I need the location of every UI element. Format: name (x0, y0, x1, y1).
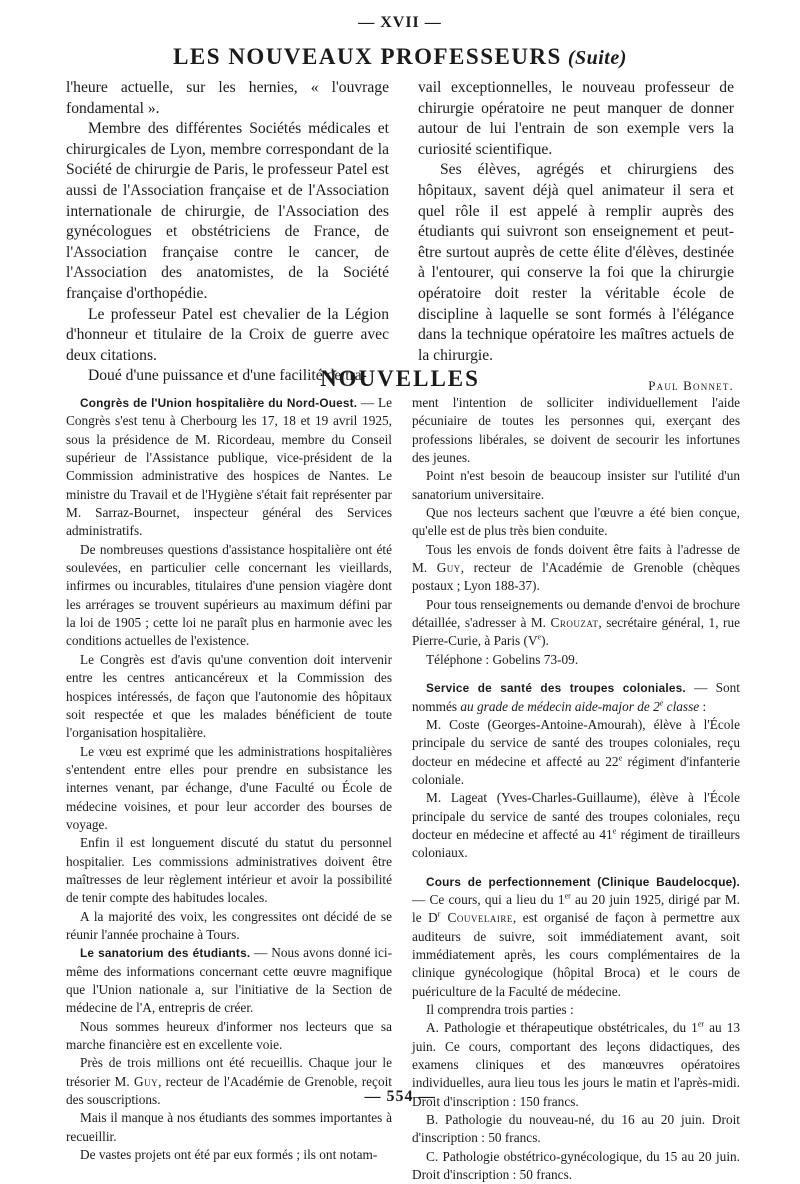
article-right-column (418, 78, 734, 397)
news-paragraph: Service de santé des troupes coloniales. — Sont nommés au grade de médecin aide-major de 2e classe : (412, 680, 740, 714)
news-paragraph: De vastes projets ont été par eux formés ; ils ont notam- (80, 1147, 378, 1163)
news-paragraph: A la majorité des voix, les congressites ont décidé de se réunir l'année prochaine à Tours. (66, 908, 392, 942)
article-paragraph: Doué d'une puissance et d'une facilité de tra- (88, 367, 367, 385)
title-suffix: (Suite) (567, 47, 627, 69)
article-paragraph: Le professeur Patel est chevalier de la Légion d'honneur et titulaire de la Croix de guerre avec deux citations. (66, 305, 389, 364)
news-paragraph: Point n'est besoin de beaucoup insister sur l'utilité d'un sanatorium universitaire. (412, 468, 740, 502)
page-number: — 554 — (364, 1088, 436, 1105)
page-title (0, 44, 800, 70)
article-paragraph: Membre des différentes Sociétés médicales et chirurgicales de Lyon, membre correspondant de la Société de chirurgie de Paris, le professeur Patel est aussi de l'Association française et de l'Association internationale de chirurgie, de l'Association des gynécologues et obstétriciens de France, de l'Association française contre le cancer, de l'Association des anatomistes, de la Société française d'orthopédie. (66, 120, 389, 302)
news-paragraph: Congrès de l'Union hospitalière du Nord-Ouest. — Le Congrès s'est tenu à Cherbourg les 17, 18 et 19 avril 1925, sous la présidence de M. Ricordeau, membre du Conseil supérieur de l'Assistance publique, vice-président de la Commission administrative des hospices de Nantes. Le ministre du Travail et de l'Hygiène s'était fait représenter par M. Sarraz-Bournet, inspecteur général des Services administratifs. (66, 395, 392, 539)
news-paragraph: B. Pathologie du nouveau-né, du 16 au 20 juin. Droit d'inscription : 50 francs. (412, 1112, 740, 1146)
news-heading-sanatorium: Le sanatorium des étudiants. (80, 946, 251, 961)
news-paragraph: De nombreuses questions d'assistance hospitalière ont été soulevées, en particulier celle concernant les vieillards, infirmes ou incurables, titulaires d'une pension viagère dont les arrérages se trouvent supérieurs au maximum défini par la loi de 1905 ; cette loi ne paraît plus en harmonie avec les conditions actuelles de l'existence. (66, 541, 392, 649)
news-paragraph: Tous les envois de fonds doivent être faits à l'adresse de M. Guy, recteur de l'Académie de Grenoble (chèques postaux ; Lyon 188-37). (412, 541, 740, 594)
news-paragraph: Téléphone : Gobelins 73-09. (426, 651, 579, 667)
news-paragraph: M. Lageat (Yves-Charles-Guillaume), élève à l'École principale du service de santé des troupes coloniales, reçu docteur en médecine et affecté au 41e régiment de tirailleurs coloniaux. (412, 790, 740, 861)
news-paragraph: Le sanatorium des étudiants. — Nous avons donné ici-même des informations concernant cette œuvre magnifique que l'Union nationale a, sur l'initiative de la Section de médecine de l'A, entrepris de créer. (66, 945, 393, 1016)
news-paragraph: Cours de perfectionnement (Clinique Baudelocque). — Ce cours, qui a lieu du 1er au 20 juin 1925, dirigé par M. le $D^r$ Couvelaire, est organisé de façon à permettre aux auditeurs de suivre, soit immédiatement avant, soit immédiatement après, les cours complémentaires de la clinique gynécologique (hôpital Broca) et le cours de puériculture de la Faculté de médecine. (412, 874, 740, 999)
article-paragraph: l'heure actuelle, sur les hernies, « l'ouvrage fondamental ». (66, 79, 389, 117)
news-paragraph: Enfin il est longuement discuté du statut du personnel hospitalier. Les commissions administratives doivent être maîtresses de leur règlement intérieur et avoir la possibilité de tenir compte des habitudes locales. (66, 835, 392, 906)
news-paragraph: Le Congrès est d'avis qu'une convention doit intervenir entre les centres anticancéreux et la Commission des hospices intéressés, de façon que l'autonomie des hôpitaux soit respectée et que les malades bénéficient de toute l'organisation hospitalière. (66, 651, 392, 741)
article-paragraph: Ses élèves, agrégés et chirurgiens des hôpitaux, savent déjà quel animateur il sera et quel rôle il est appelé à remplir auprès des étudiants qui suivront son enseignement et peut-être surtout auprès de cette élite d'élèves, destinée à l'entourer, qui conserve la foi que la chirurgie opératoire doit rester la véritable école de discipline à laquelle se sont formés à l'élégance dans la technique opératoire les maîtres actuels de la chirurgie. (418, 161, 734, 364)
news-heading-congres: Congrès de l'Union hospitalière du Nord-Ouest. (80, 396, 358, 410)
news-paragraph: Près de trois millions ont été recueillis. Chaque jour le trésorier M. Guy, recteur de l'Académie de Grenoble, reçoit des souscriptions. (66, 1055, 392, 1108)
news-right-column (412, 394, 740, 1184)
news-paragraph: A. Pathologie et thérapeutique obstétricales, du 1er au 13 juin. Ce cours, comportant des leçons didactiques, des examens cliniques et des manœuvres opératoires individuelles, aura lieu tous les jours le matin et l'après-midi. Droit d'inscription : 150 francs. (412, 1019, 741, 1109)
news-paragraph: Que nos lecteurs sachent que l'œuvre a été bien conçue, qu'elle est de plus très bien conduite. (412, 505, 740, 539)
news-paragraph: M. Coste (Georges-Antoine-Amourah), élève à l'École principale du service de santé des troupes coloniales, reçu docteur en médecine et affecté au 22e régiment d'infanterie coloniale. (412, 716, 740, 787)
article-signature: Paul Bonnet. (648, 378, 734, 394)
news-heading-service: Service de santé des troupes coloniales. (426, 681, 686, 696)
section-title: NOUVELLES (320, 366, 480, 391)
news-paragraph: Il comprendra trois parties : (426, 1002, 574, 1017)
news-heading-cours: Cours de perfectionnement (Clinique Baudelocque). (426, 874, 740, 889)
news-paragraph: Mais il manque à nos étudiants des sommes importantes à recueillir. (66, 1110, 392, 1144)
news-paragraph: Le vœu est exprimé que les administrations hospitalières s'entendent entre elles pour prendre en subsistance les internes venant, par échange, d'une Faculté ou École de médecine voisines, et pour leur accorder des bourses de voyage. (66, 743, 392, 832)
article-left-column (66, 78, 389, 387)
news-paragraph: Pour tous renseignements ou demande d'envoi de brochure détaillée, s'adresser à M. Crouzat, secrétaire général, 1, rue Pierre-Curie, à Paris (Ve). (412, 596, 740, 649)
news-paragraph: C. Pathologie obstétrico-gynécologique, du 15 au 20 juin. Droit d'inscription : 50 francs. (412, 1148, 740, 1183)
roman-page-number: — XVII — (358, 14, 442, 31)
news-paragraph: ment l'intention de solliciter individuellement l'aide pécuniaire de toutes les personnes qui, exerçant des professions libérales, se doivent de secourir les infortunes des jeunes. (412, 395, 740, 466)
news-left-column (66, 394, 392, 1164)
news-paragraph: Nous sommes heureux d'informer nos lecteurs que sa marche financière est en excellente voie. (66, 1018, 392, 1053)
title-text: LES NOUVEAUX PROFESSEURS (173, 44, 562, 69)
article-paragraph: vail exceptionnelles, le nouveau professeur de chirurgie opératoire ne peut manquer de donner autour de lui l'entrain de son exemple vers la curiosité scientifique. (418, 79, 734, 158)
